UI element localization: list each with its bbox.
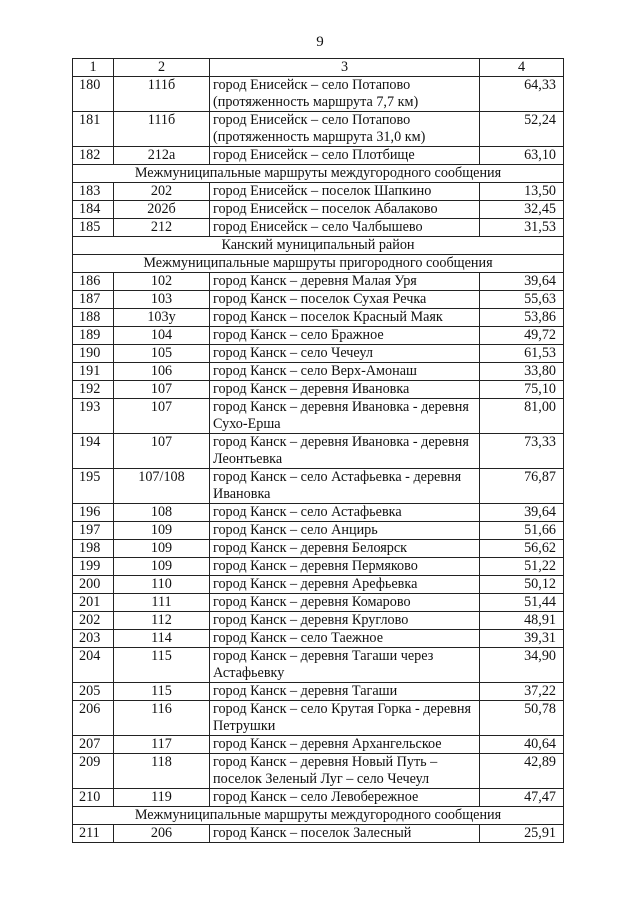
table-row — [73, 789, 564, 807]
page-number: 9 — [316, 34, 324, 50]
row-number: 180 — [73, 77, 114, 112]
section-header-row — [73, 237, 564, 255]
route-value: 64,33 — [480, 77, 564, 112]
table-row — [73, 576, 564, 594]
route-code: 108 — [114, 504, 210, 522]
row-number: 202 — [73, 612, 114, 630]
table-row — [73, 558, 564, 576]
row-number: 203 — [73, 630, 114, 648]
section-title: Межмуниципальные маршруты пригородного сообщения — [73, 255, 564, 273]
route-name: город Канск – деревня Архангельское — [210, 736, 480, 754]
route-code: 111 — [114, 594, 210, 612]
route-name: город Канск – деревня Тагаши — [210, 683, 480, 701]
row-number: 184 — [73, 201, 114, 219]
route-name: город Канск – деревня Малая Уря — [210, 273, 480, 291]
route-code: 107/108 — [114, 469, 210, 504]
route-code: 114 — [114, 630, 210, 648]
route-value: 25,91 — [480, 825, 564, 843]
row-number: 210 — [73, 789, 114, 807]
column-header: 4 — [480, 59, 564, 77]
row-number: 192 — [73, 381, 114, 399]
route-name: город Канск – деревня Круглово — [210, 612, 480, 630]
section-header-row — [73, 165, 564, 183]
route-name: город Канск – деревня Комарово — [210, 594, 480, 612]
route-code: 111б — [114, 112, 210, 147]
route-name: город Канск – село Анцирь — [210, 522, 480, 540]
table-row — [73, 540, 564, 558]
route-name: город Канск – деревня Ивановка — [210, 381, 480, 399]
route-name: город Енисейск – поселок Абалаково — [210, 201, 480, 219]
table-row — [73, 469, 564, 504]
route-value: 76,87 — [480, 469, 564, 504]
route-value: 42,89 — [480, 754, 564, 789]
route-code: 115 — [114, 648, 210, 683]
table-row — [73, 183, 564, 201]
route-value: 47,47 — [480, 789, 564, 807]
route-code: 115 — [114, 683, 210, 701]
row-number: 209 — [73, 754, 114, 789]
route-name: город Канск – село Крутая Горка - деревня Петрушки — [210, 701, 480, 736]
route-code: 109 — [114, 540, 210, 558]
table-row — [73, 736, 564, 754]
route-value: 39,64 — [480, 273, 564, 291]
route-name: город Канск – деревня Новый Путь – поселок Зеленый Луг – село Чечеул — [210, 754, 480, 789]
route-name: город Канск – деревня Тагаши через Астафьевку — [210, 648, 480, 683]
route-name: город Канск – деревня Ивановка - деревня Сухо-Ерша — [210, 399, 480, 434]
route-name: город Канск – поселок Залесный — [210, 825, 480, 843]
table-row — [73, 594, 564, 612]
route-code: 117 — [114, 736, 210, 754]
row-number: 188 — [73, 309, 114, 327]
route-code: 202б — [114, 201, 210, 219]
route-code: 112 — [114, 612, 210, 630]
route-code: 212а — [114, 147, 210, 165]
row-number: 185 — [73, 219, 114, 237]
route-value: 63,10 — [480, 147, 564, 165]
section-title: Межмуниципальные маршруты междугородного сообщения — [73, 807, 564, 825]
route-value: 48,91 — [480, 612, 564, 630]
table-row — [73, 683, 564, 701]
route-value: 81,00 — [480, 399, 564, 434]
row-number: 204 — [73, 648, 114, 683]
table-row — [73, 381, 564, 399]
row-number: 195 — [73, 469, 114, 504]
route-value: 32,45 — [480, 201, 564, 219]
route-code: 107 — [114, 434, 210, 469]
table-row — [73, 648, 564, 683]
table-row — [73, 612, 564, 630]
row-number: 200 — [73, 576, 114, 594]
route-name: город Канск – деревня Арефьевка — [210, 576, 480, 594]
section-header-row — [73, 255, 564, 273]
route-name: город Енисейск – поселок Шапкино — [210, 183, 480, 201]
row-number: 182 — [73, 147, 114, 165]
route-code: 103 — [114, 291, 210, 309]
route-value: 49,72 — [480, 327, 564, 345]
table-row — [73, 327, 564, 345]
route-name: город Канск – деревня Белоярск — [210, 540, 480, 558]
route-value: 37,22 — [480, 683, 564, 701]
table-row — [73, 504, 564, 522]
route-name: город Енисейск – село Чалбышево — [210, 219, 480, 237]
row-number: 199 — [73, 558, 114, 576]
route-value: 73,33 — [480, 434, 564, 469]
row-number: 186 — [73, 273, 114, 291]
table-row — [73, 77, 564, 112]
row-number: 205 — [73, 683, 114, 701]
row-number: 181 — [73, 112, 114, 147]
route-value: 51,44 — [480, 594, 564, 612]
route-name: город Канск – село Бражное — [210, 327, 480, 345]
route-name: город Канск – село Левобережное — [210, 789, 480, 807]
table-row — [73, 399, 564, 434]
route-code: 106 — [114, 363, 210, 381]
route-name: город Канск – поселок Сухая Речка — [210, 291, 480, 309]
route-value: 51,66 — [480, 522, 564, 540]
route-code: 105 — [114, 345, 210, 363]
row-number: 191 — [73, 363, 114, 381]
row-number: 207 — [73, 736, 114, 754]
table-row — [73, 630, 564, 648]
route-value: 61,53 — [480, 345, 564, 363]
row-number: 201 — [73, 594, 114, 612]
table-row — [73, 147, 564, 165]
route-name: город Енисейск – село Потапово (протяженность маршрута 31,0 км) — [210, 112, 480, 147]
route-value: 55,63 — [480, 291, 564, 309]
table-row — [73, 291, 564, 309]
route-name: город Канск – село Таежное — [210, 630, 480, 648]
route-name: город Енисейск – село Потапово (протяженность маршрута 7,7 км) — [210, 77, 480, 112]
column-header: 1 — [73, 59, 114, 77]
route-value: 39,64 — [480, 504, 564, 522]
route-code: 109 — [114, 558, 210, 576]
section-title: Канский муниципальный район — [73, 237, 564, 255]
route-value: 31,53 — [480, 219, 564, 237]
row-number: 190 — [73, 345, 114, 363]
route-value: 50,78 — [480, 701, 564, 736]
table-row — [73, 434, 564, 469]
route-value: 52,24 — [480, 112, 564, 147]
route-name: город Канск – село Верх-Амонаш — [210, 363, 480, 381]
row-number: 193 — [73, 399, 114, 434]
route-code: 118 — [114, 754, 210, 789]
section-header-row — [73, 807, 564, 825]
row-number: 194 — [73, 434, 114, 469]
route-name: город Канск – деревня Ивановка - деревня Леонтьевка — [210, 434, 480, 469]
table-row — [73, 273, 564, 291]
route-code: 202 — [114, 183, 210, 201]
row-number: 196 — [73, 504, 114, 522]
column-header: 2 — [114, 59, 210, 77]
route-code: 212 — [114, 219, 210, 237]
route-value: 40,64 — [480, 736, 564, 754]
table-row — [73, 825, 564, 843]
route-value: 34,90 — [480, 648, 564, 683]
route-value: 53,86 — [480, 309, 564, 327]
route-value: 51,22 — [480, 558, 564, 576]
column-header: 3 — [210, 59, 480, 77]
route-value: 75,10 — [480, 381, 564, 399]
section-title: Межмуниципальные маршруты междугородного сообщения — [73, 165, 564, 183]
route-name: город Канск – поселок Красный Маяк — [210, 309, 480, 327]
route-value: 56,62 — [480, 540, 564, 558]
route-code: 110 — [114, 576, 210, 594]
route-code: 109 — [114, 522, 210, 540]
row-number: 211 — [73, 825, 114, 843]
routes-table-body — [73, 59, 564, 843]
routes-table — [72, 58, 564, 843]
table-row — [73, 701, 564, 736]
table-row — [73, 754, 564, 789]
row-number: 198 — [73, 540, 114, 558]
route-code: 107 — [114, 399, 210, 434]
row-number: 197 — [73, 522, 114, 540]
route-name: город Канск – деревня Пермяково — [210, 558, 480, 576]
route-name: город Канск – село Чечеул — [210, 345, 480, 363]
route-code: 119 — [114, 789, 210, 807]
route-value: 50,12 — [480, 576, 564, 594]
row-number: 189 — [73, 327, 114, 345]
route-value: 39,31 — [480, 630, 564, 648]
row-number: 206 — [73, 701, 114, 736]
route-name: город Канск – село Астафьевка — [210, 504, 480, 522]
route-code: 111б — [114, 77, 210, 112]
route-code: 116 — [114, 701, 210, 736]
route-code: 103у — [114, 309, 210, 327]
route-code: 206 — [114, 825, 210, 843]
table-row — [73, 219, 564, 237]
table-row — [73, 522, 564, 540]
route-value: 33,80 — [480, 363, 564, 381]
route-name: город Енисейск – село Плотбище — [210, 147, 480, 165]
row-number: 187 — [73, 291, 114, 309]
table-row — [73, 112, 564, 147]
route-code: 104 — [114, 327, 210, 345]
route-name: город Канск – село Астафьевка - деревня Ивановка — [210, 469, 480, 504]
route-code: 102 — [114, 273, 210, 291]
table-row — [73, 345, 564, 363]
route-value: 13,50 — [480, 183, 564, 201]
table-row — [73, 309, 564, 327]
table-row — [73, 363, 564, 381]
table-header-row — [73, 59, 564, 77]
table-row — [73, 201, 564, 219]
route-code: 107 — [114, 381, 210, 399]
row-number: 183 — [73, 183, 114, 201]
